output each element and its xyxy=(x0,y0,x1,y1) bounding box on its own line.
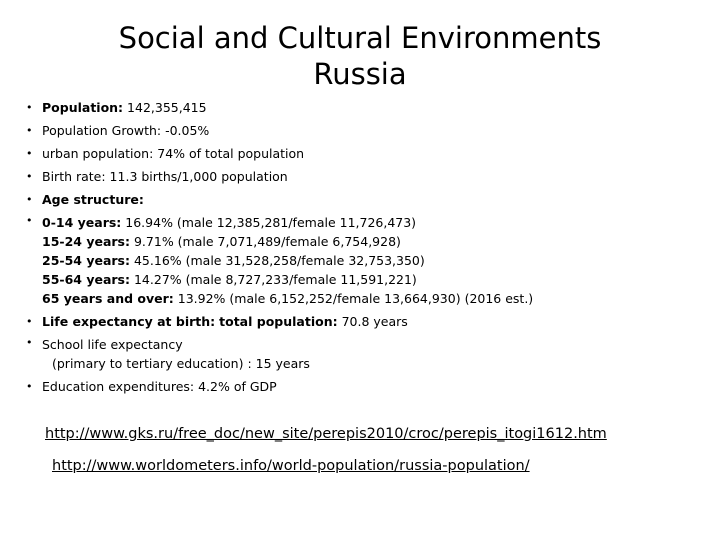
bullet-marker: • xyxy=(26,315,33,328)
life-label: Life expectancy at birth: xyxy=(42,314,216,329)
education-text: Education expenditures: 4.2% of GDP xyxy=(42,379,277,394)
gks-link[interactable]: http://www.gks.ru/free_doc/new_site/perepis2010/croc/perepis_itogi1612.htm xyxy=(45,426,607,442)
growth-text: Population Growth: -0.05% xyxy=(42,123,210,138)
bullet-marker: • xyxy=(26,336,33,349)
bullet-life-expectancy xyxy=(26,310,706,333)
age-group-row xyxy=(42,289,706,308)
age-group-label: 65 years and over: xyxy=(42,291,174,306)
age-group-label: 25-54 years: xyxy=(42,253,130,268)
age-group-row xyxy=(42,270,706,289)
bullet-growth xyxy=(26,119,706,142)
worldometers-link[interactable]: http://www.worldometers.info/world-population/russia-population/ xyxy=(52,458,530,474)
bullet-school xyxy=(26,335,706,373)
bullet-marker: • xyxy=(26,147,33,160)
bullet-marker: • xyxy=(26,380,33,393)
age-group-row xyxy=(42,232,706,251)
age-group-label: 55-64 years: xyxy=(42,272,130,287)
birth-text: Birth rate: 11.3 births/1,000 population xyxy=(42,169,288,184)
bullet-marker: • xyxy=(26,193,33,206)
bullet-list xyxy=(26,96,706,398)
population-label: Population: xyxy=(42,100,124,115)
age-group-label: 15-24 years: xyxy=(42,234,130,249)
bullet-marker: • xyxy=(26,124,33,137)
age-group-value: 16.94% (male 12,385,281/female 11,726,473) xyxy=(125,215,417,230)
age-group-label: 0-14 years: xyxy=(42,215,122,230)
age-group-value: 45.16% (male 31,528,258/female 32,753,350) xyxy=(133,253,425,268)
school-line-2: (primary to tertiary education) : 15 years xyxy=(52,356,310,371)
bullet-urban xyxy=(26,142,706,165)
life-value: 70.8 years xyxy=(341,314,408,329)
bullet-marker: • xyxy=(26,170,33,183)
bullet-education xyxy=(26,375,706,398)
title-line-1: Social and Cultural Environments xyxy=(118,21,602,55)
bullet-marker: • xyxy=(26,101,33,114)
age-group-value: 9.71% (male 7,071,489/female 6,754,928) xyxy=(133,234,401,249)
urban-text: urban population: 74% of total population xyxy=(42,146,305,161)
bullet-population xyxy=(26,96,706,119)
life-label-total: total population: xyxy=(219,314,338,329)
title-line-2: Russia xyxy=(313,57,407,91)
bullet-birth-rate xyxy=(26,165,706,188)
age-group-value: 13.92% (male 6,152,252/female 13,664,930) (2016 est.) xyxy=(177,291,534,306)
population-value: 142,355,415 xyxy=(127,100,207,115)
school-line-1: School life expectancy xyxy=(42,337,183,352)
bullet-age-structure xyxy=(26,188,706,211)
slide-title xyxy=(0,20,720,92)
bullet-marker: • xyxy=(26,214,33,227)
age-group-row xyxy=(42,251,706,270)
bullet-age-groups xyxy=(26,213,706,308)
age-group-row xyxy=(42,213,706,232)
age-group-value: 14.27% (male 8,727,233/female 11,591,221) xyxy=(133,272,417,287)
age-structure-label: Age structure: xyxy=(42,192,144,207)
